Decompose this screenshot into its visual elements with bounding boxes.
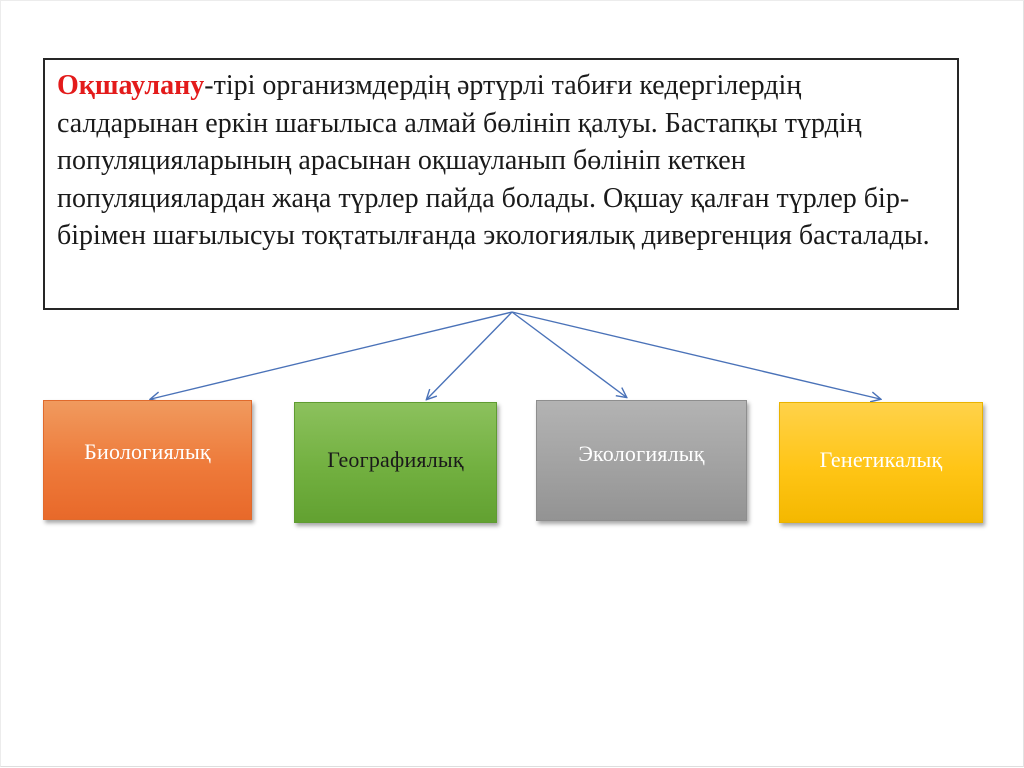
arrow-to-biological — [151, 312, 512, 399]
biological-label: Биологиялық — [84, 439, 211, 464]
arrow-to-geographical — [427, 312, 512, 399]
definition-box — [43, 58, 959, 310]
genetic-box — [779, 402, 983, 523]
ecological-label: Экологиялық — [578, 440, 705, 466]
definition-term: Оқшаулану — [57, 70, 205, 101]
geographical-label: Географиялық — [327, 446, 464, 472]
genetic-label: Генетикалық — [819, 446, 943, 472]
definition-text: -тірі организмдердің әртүрлі табиғи кедергілердің салдарынан еркін шағылыса алмай бөлініп қалуы. Бастапқы түрдің популяцияларының арасынан оқшауланып бөлініп кеткен популяциялардан жаңа түрлер пайда болады. Оқшау қалған түрлер бір-бірімен шағылысуы тоқтатылғанда экологиялық дивергенция басталады. — [57, 70, 930, 252]
ecological-box — [536, 400, 747, 521]
arrow-to-genetic — [512, 312, 880, 399]
arrow-to-ecological — [512, 312, 626, 397]
biological-box — [43, 400, 252, 520]
geographical-box — [294, 402, 497, 523]
